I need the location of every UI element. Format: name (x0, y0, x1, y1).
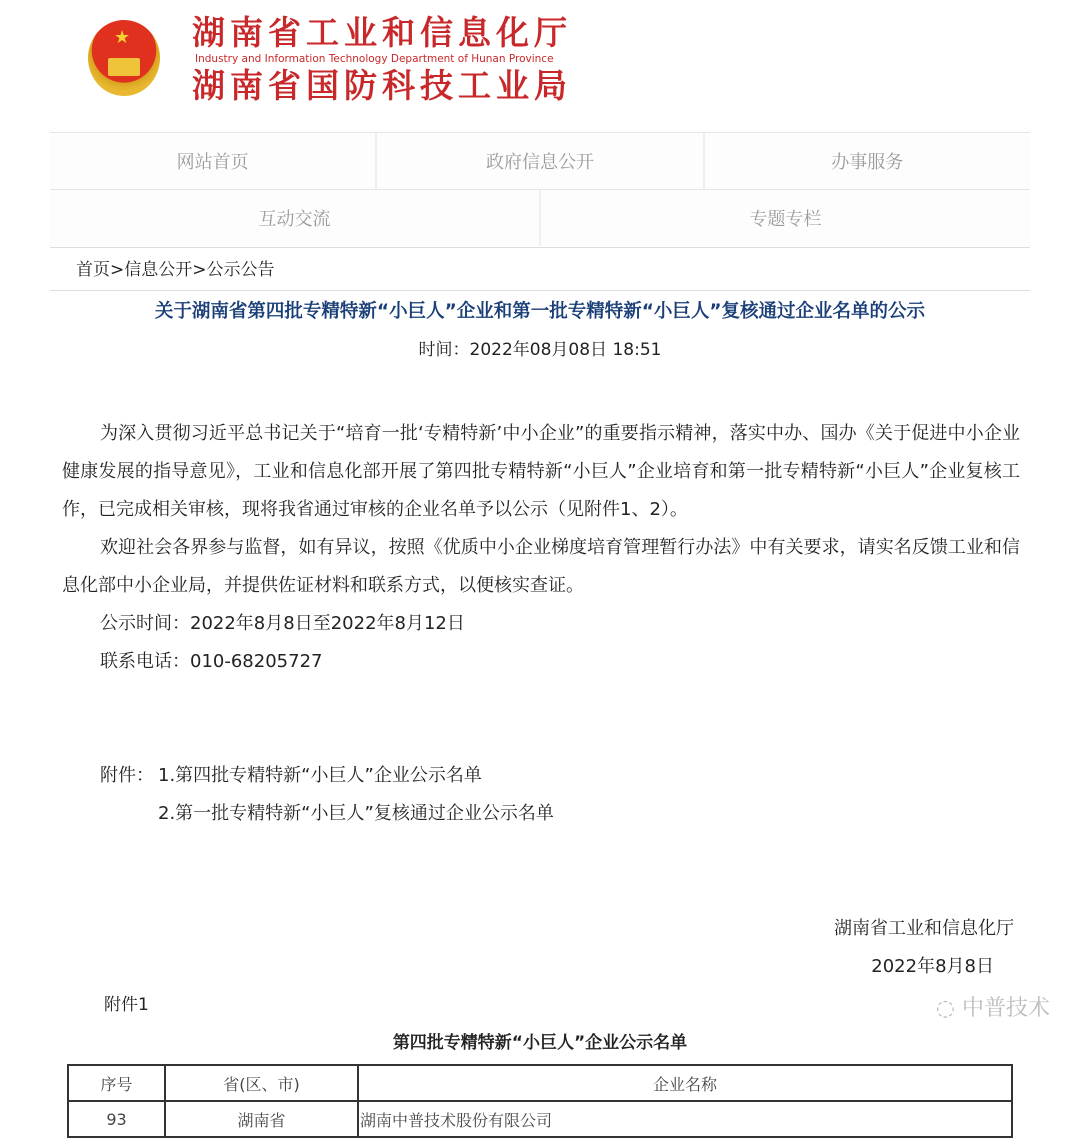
appendix-label: 附件1 (104, 995, 149, 1015)
divider (50, 290, 1030, 291)
article-title: 关于湖南省第四批专精特新“小巨人”企业和第一批专精特新“小巨人”复核通过企业名单的公示 (154, 301, 926, 322)
attachment-label: 附件： (100, 765, 154, 786)
article-body (62, 415, 1020, 681)
publicity-period: 公示时间：2022年8月8日至2022年8月12日 (100, 613, 465, 634)
paragraph: 欢迎社会各界参与监督，如有异议，按照《优质中小企业梯度培育管理暂行办法》中有关要求，请实名反馈工业和信息化部中小企业局，并提供佐证材料和联系方式，以便核实查证。 (62, 537, 1020, 596)
table-row (68, 1101, 1012, 1137)
publish-time: 时间：2022年08月08日 18:51 (418, 340, 662, 360)
signature: 湖南省工业和信息化厅 (834, 918, 1014, 939)
org-name-en: Industry and Information Technology Department of Hunan Province (195, 53, 554, 65)
watermark: ◌ 中普技术 (935, 996, 1050, 1021)
org-name-cn-2: 湖南省国防科技工业局 (192, 66, 572, 105)
attachment-link-2[interactable]: 2.第一批专精特新“小巨人”复核通过企业公示名单 (158, 803, 554, 824)
company-table (67, 1064, 1013, 1138)
table-title: 第四批专精特新“小巨人”企业公示名单 (392, 1033, 688, 1053)
breadcrumb[interactable]: 首页>信息公开>公示公告 (76, 260, 275, 280)
wechat-icon: ◌ (935, 996, 962, 1021)
nav-interaction[interactable]: 互动交流 (50, 190, 541, 246)
cell-index: 93 (68, 1101, 165, 1137)
header-cell: 企业名称 (358, 1065, 1012, 1101)
article-content (0, 415, 1080, 1138)
header-cell: 序号 (68, 1065, 165, 1101)
nav-topics[interactable]: 专题专栏 (541, 190, 1030, 246)
cell-company: 湖南中普技术股份有限公司 (358, 1101, 1012, 1137)
contact-phone: 联系电话：010-68205727 (100, 651, 323, 672)
org-name-cn: 湖南省工业和信息化厅 (192, 13, 572, 52)
national-emblem-logo: ★ (88, 20, 160, 96)
signature-date: 2022年8月8日 (871, 956, 994, 977)
attachment-link-1[interactable]: 1.第四批专精特新“小巨人”企业公示名单 (158, 765, 482, 786)
header-cell: 省(区、市) (165, 1065, 358, 1101)
cell-province: 湖南省 (165, 1101, 358, 1137)
nav-services[interactable]: 办事服务 (705, 133, 1030, 189)
attachments (0, 757, 1080, 833)
table-header-row (68, 1065, 1012, 1101)
nav-gov-info[interactable]: 政府信息公开 (377, 133, 704, 189)
paragraph: 为深入贯彻习近平总书记关于“培育一批‘专精特新’中小企业”的重要指示精神，落实中办、国办《关于促进中小企业健康发展的指导意见》，工业和信息化部开展了第四批专精特新“小巨人”企业培育和第一批专精特新“小巨人”企业复核工作，已完成相关审核，现将我省通过审核的企业名单予以公示（见附件1、2）。 (62, 423, 1020, 520)
main-nav (50, 132, 1030, 248)
nav-home[interactable]: 网站首页 (50, 133, 377, 189)
